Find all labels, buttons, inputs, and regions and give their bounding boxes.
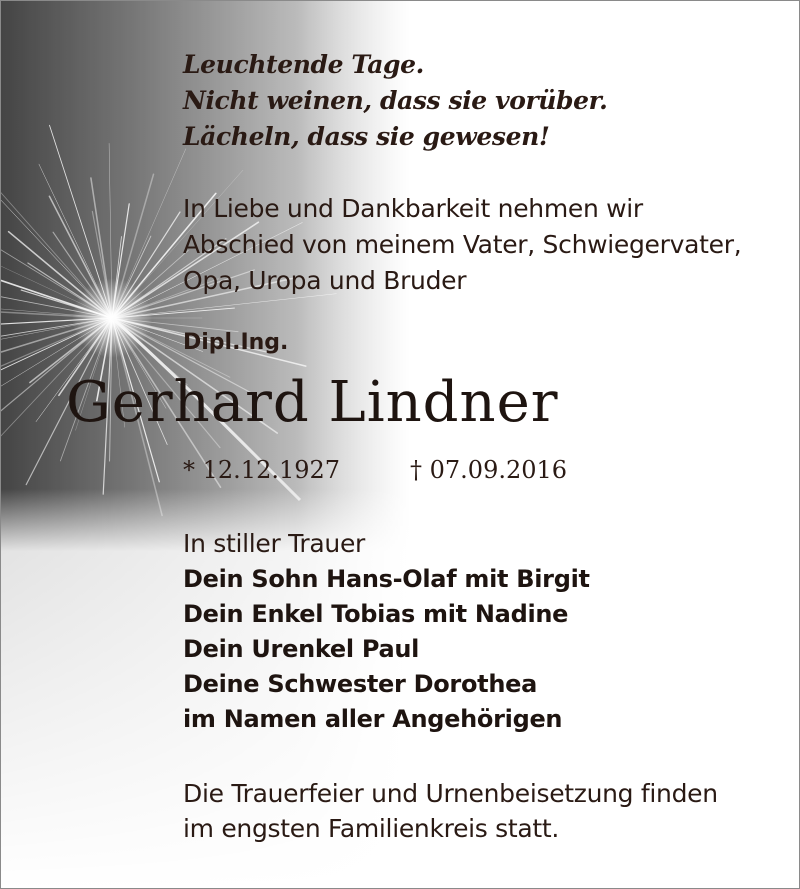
- service-line-1: Die Trauerfeier und Urnenbeisetzung finden: [183, 779, 718, 808]
- death-date: † 07.09.2016: [410, 456, 568, 484]
- mourner-line: Dein Sohn Hans-Olaf mit Birgit: [183, 565, 590, 593]
- service-line-2: im engsten Familienkreis statt.: [183, 814, 560, 843]
- intro-line-2: Abschied von meinem Vater, Schwiegervater,: [183, 230, 742, 259]
- birth-date: * 12.12.1927: [183, 456, 341, 484]
- deceased-name: Gerhard Lindner: [66, 370, 559, 435]
- intro-line-1: In Liebe und Dankbarkeit nehmen wir: [183, 194, 643, 223]
- mourner-line: Dein Enkel Tobias mit Nadine: [183, 600, 569, 628]
- intro-line-3: Opa, Uropa und Bruder: [183, 266, 467, 295]
- mourner-line: im Namen aller Angehörigen: [183, 705, 563, 733]
- mourner-line: Deine Schwester Dorothea: [183, 670, 537, 698]
- mourner-line: Dein Urenkel Paul: [183, 635, 420, 663]
- academic-title: Dipl.Ing.: [183, 330, 289, 355]
- verse-line-1: Leuchtende Tage.: [183, 50, 424, 79]
- verse-line-2: Nicht weinen, dass sie vorüber.: [183, 86, 608, 115]
- mourners-heading: In stiller Trauer: [183, 529, 366, 558]
- verse-line-3: Lächeln, dass sie gewesen!: [183, 122, 550, 151]
